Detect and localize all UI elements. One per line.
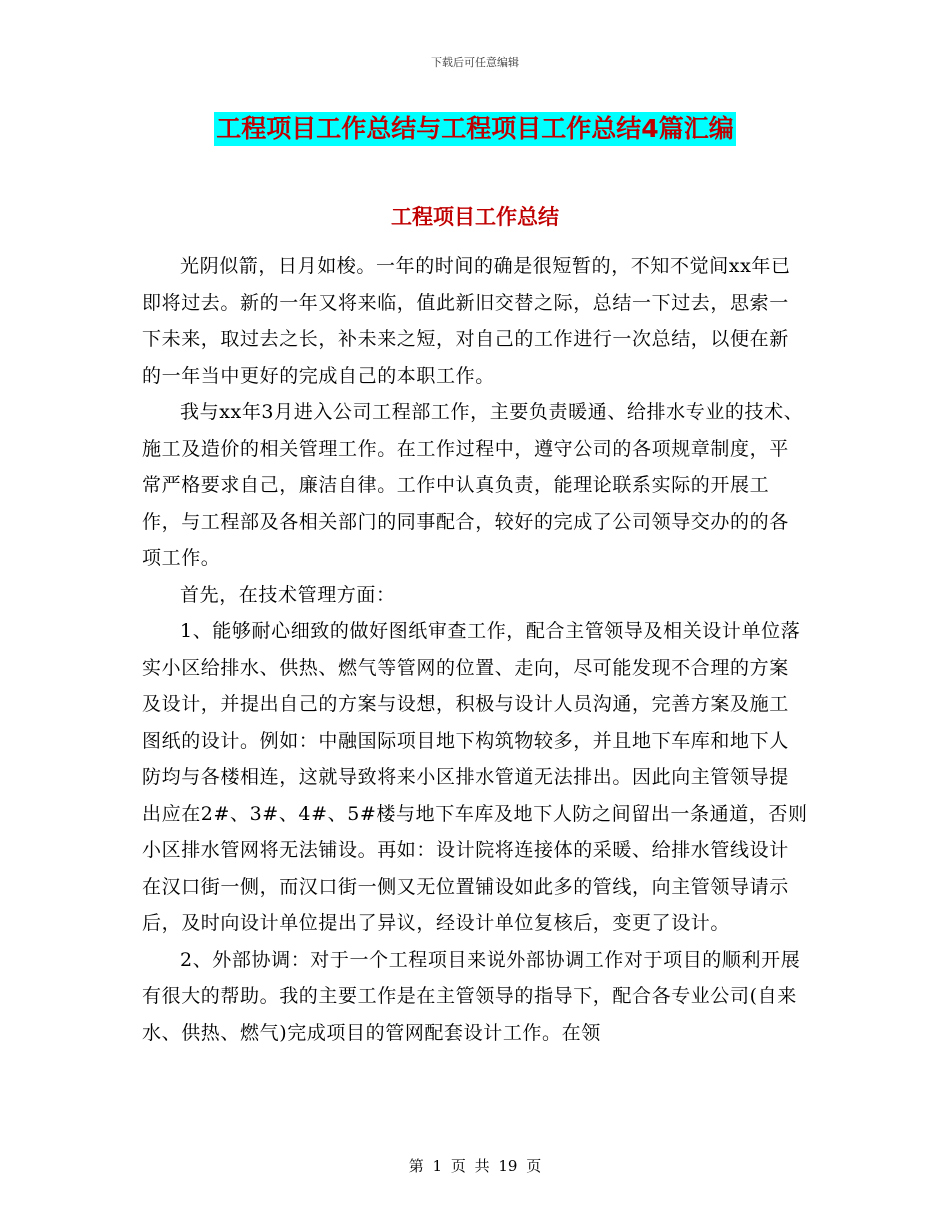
page-footer: 第 1 页 共 19 页 [408, 1157, 542, 1175]
title-wrap [0, 112, 950, 146]
body-text [142, 248, 808, 1051]
paragraph: 2、外部协调：对于一个工程项目来说外部协调工作对于项目的顺利开展有很大的帮助。我的主要工作是在主管领导的指导下，配合各专业公司(自来水、供热、燃气)完成项目的管网配套设计工作。在领 [142, 948, 801, 1044]
document-title: 工程项目工作总结与工程项目工作总结4篇汇编 [214, 112, 735, 146]
section-title: 工程项目工作总结 [391, 205, 559, 229]
paragraph: 我与xx年3月进入公司工程部工作，主要负责暖通、给排水专业的技术、施工及造价的相关管理工作。在工作过程中，遵守公司的各项规章制度，平常严格要求自己，廉洁自律。工作中认真负责，能理论联系实际的开展工作，与工程部及各相关部门的同事配合，较好的完成了公司领导交办的的各项工作。 [142, 401, 804, 569]
paragraph: 光阴似箭，日月如梭。一年的时间的确是很短暂的，不知不觉间xx年已即将过去。新的一年又将来临，值此新旧交替之际，总结一下过去，思索一下未来，取过去之长，补未来之短，对自己的工作进行一次总结，以便在新的一年当中更好的完成自己的本职工作。 [142, 255, 791, 387]
paragraph: 首先，在技术管理方面： [180, 583, 396, 606]
header-note: 下载后可任意编辑 [431, 56, 519, 69]
paragraph: 1、能够耐心细致的做好图纸审查工作，配合主管领导及相关设计单位落实小区给排水、供热、燃气等管网的位置、走向，尽可能发现不合理的方案及设计，并提出自己的方案与设想，积极与设计人员沟通，完善方案及施工图纸的设计。例如：中融国际项目地下构筑物较多，并且地下车库和地下人防均与各楼相连，这就导致将来小区排水管道无法排出。因此向主管领导提出应在2#、3#、4#、5#楼与地下车库及地下人防之间留出一条通道，否则小区排水管网将无法铺设。再如：设计院将连接体的采暖、给排水管线设计在汉口街一侧，而汉口街一侧又无位置铺设如此多的管线，向主管领导请示后，及时向设计单位提出了异议，经设计单位复核后，变更了设计。 [142, 620, 808, 934]
